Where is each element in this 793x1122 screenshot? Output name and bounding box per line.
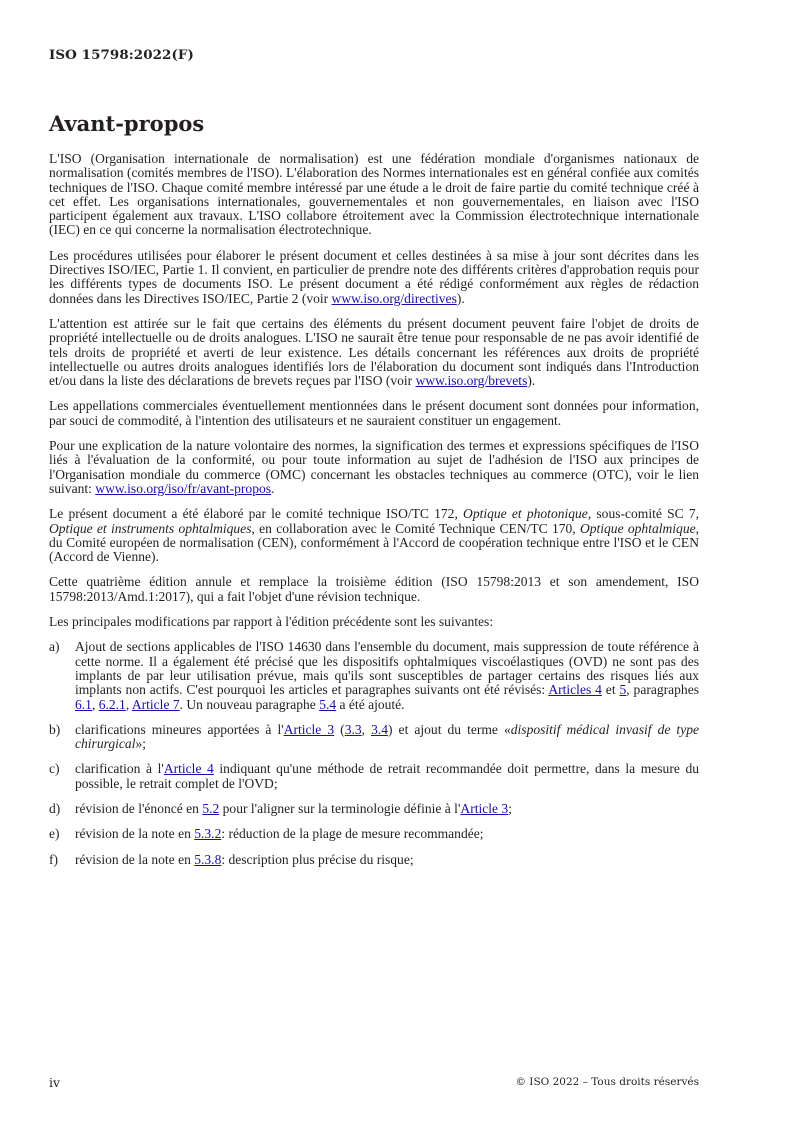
paragraph-voluntary-nature: Pour une explication de la nature volontaire des normes, la signification des termes et expressions spécifiques de l'ISO liés à l'évaluation de la conformité, ou pour toute information au sujet de l'adhésion de l'ISO aux principes de l'Organisation mondiale du commerce (OMC) concernant les obstacles techniques au commerce (OTC), voir le lien suivant: www.iso.org/iso/fr/avant-propos. [49, 438, 699, 496]
section-6-1-link[interactable]: 6.1 [75, 696, 92, 712]
document-body [49, 152, 699, 878]
paragraph-patents: L'attention est attirée sur le fait que certains des éléments du présent document peuvent faire l'objet de droits de propriété intellectuelle ou de droits analogues. L'ISO ne saurait être tenue pour responsable de ne pas avoir identifié de tels droits de propriété et averti de leur existence. Les détails concernant les références aux droits de propriété intellectuelle ou autres droits analogues identifiés lors de l'élaboration du document sont indiqués dans l'Introduction et/ou dans la liste des déclarations de brevets reçues par l'ISO (voir www.iso.org/brevets). [49, 315, 699, 389]
section-5-2-link[interactable]: 5.2 [202, 800, 220, 816]
article-4-link[interactable]: Articles 4 [548, 682, 602, 698]
copyright-notice: © ISO 2022 – Tous droits réservés [515, 1076, 699, 1088]
list-item-text: révision de l'énoncé en 5.2 pour l'aligner sur la terminologie définie à l'Article 3; [75, 800, 512, 816]
paragraph-changes-intro: Les principales modifications par rapport à l'édition précédente sont les suivantes: [49, 614, 494, 630]
list-item [49, 723, 699, 752]
list-item-label: a) [49, 639, 60, 655]
avant-propos-link[interactable]: www.iso.org/iso/fr/avant-propos [95, 480, 272, 496]
paragraph-committee: Le présent document a été élaboré par le comité technique ISO/TC 172, Optique et photonique, sous-comité SC 7, Optique et instruments ophtalmiques, en collaboration avec le Comité Technique CEN/TC 170, Optique ophtalmique, du Comité européen de normalisation (CEN), conformément à l'Accord de coopération technique entre l'ISO et le CEN (Accord de Vienne). [49, 506, 699, 565]
list-item [49, 762, 699, 791]
section-5-3-2-link[interactable]: 5.3.2 [194, 826, 222, 842]
list-item-text: Ajout de sections applicables de l'ISO 14630 dans l'ensemble du document, mais suppression de toute référence à cette norme. Il a également été précisé que les dispositifs ophtalmiques viscoélastiques (OVD) ne sont pas des implants de par leur utilisation prévue, mais qu'ils sont susceptibles de partager certains des risques liés aux implants non actifs. C'est pourquoi les articles et paragraphes suivants ont été révisés: Articles 4 et 5, paragraphes 6.1, 6.2.1, Article 7. Un nouveau paragraphe 5.4 a été ajouté. [75, 639, 699, 712]
paragraph-iso-intro: L'ISO (Organisation internationale de normalisation) est une fédération mondiale d'organismes nationaux de normalisation (comités membres de l'ISO). L'élaboration des Normes internationales est en général confiée aux comités techniques de l'ISO. Chaque comité membre intéressé par une étude a le droit de faire partie du comité technique créé à cet effet. Les organisations internationales, gouvernementales et non gouvernementales, en liaison avec l'ISO participent également aux travaux. L'ISO collabore étroitement avec la Commission électrotechnique internationale (IEC) en ce qui concerne la normalisation électrotechnique. [49, 151, 699, 238]
article-3-link[interactable]: Article 3 [283, 721, 335, 737]
list-item [49, 802, 699, 816]
section-5-4-link[interactable]: 5.4 [319, 696, 337, 712]
list-item-label: c) [49, 761, 60, 777]
list-item [49, 640, 699, 711]
list-item-text: clarification à l'Article 4 indiquant qu'une méthode de retrait recommandée doit permettre, dans la mesure du possible, le retrait complet de l'OVD; [75, 761, 699, 791]
page-number: iv [49, 1075, 61, 1090]
paragraph-trade-names: Les appellations commerciales éventuellement mentionnées dans le présent document sont données pour information, par souci de commodité, à l'intention des utilisateurs et ne sauraient constituer un engagement. [49, 398, 699, 428]
brevets-link[interactable]: www.iso.org/brevets [415, 373, 528, 389]
list-item-label: e) [49, 826, 60, 842]
list-item-label: f) [49, 851, 59, 867]
article-4-link[interactable]: Article 4 [163, 761, 214, 777]
section-3-3-link[interactable]: 3.3 [344, 721, 362, 737]
list-item-text: révision de la note en 5.3.2: réduction de la plage de mesure recommandée; [75, 826, 484, 842]
section-3-4-link[interactable]: 3.4 [371, 721, 388, 737]
list-item-text: révision de la note en 5.3.8: description plus précise du risque; [75, 851, 414, 867]
page-title: Avant-propos [49, 111, 205, 136]
changes-list [49, 640, 699, 867]
article-7-link[interactable]: Article 7 [131, 696, 180, 712]
list-item-label: d) [49, 800, 61, 816]
article-3-link[interactable]: Article 3 [460, 800, 509, 816]
section-5-3-8-link[interactable]: 5.3.8 [194, 851, 222, 867]
paragraph-edition: Cette quatrième édition annule et remplace la troisième édition (ISO 15798:2013 et son amendement, ISO 15798:2013/Amd.1:2017), qui a fait l'objet d'une révision technique. [49, 574, 699, 604]
list-item-text: clarifications mineures apportées à l'Article 3 (3.3, 3.4) et ajout du terme «dispositif médical invasif de type chirurgical»; [75, 721, 699, 752]
document-identifier: ISO 15798:2022(F) [49, 47, 194, 63]
list-item [49, 827, 699, 841]
article-5-link[interactable]: 5 [619, 682, 627, 698]
list-item [49, 853, 699, 867]
section-6-2-1-link[interactable]: 6.2.1 [98, 696, 126, 712]
list-item-label: b) [49, 721, 61, 737]
paragraph-procedures: Les procédures utilisées pour élaborer le présent document et celles destinées à sa mise à jour sont décrites dans les Directives ISO/IEC, Partie 1. Il convient, en particulier de prendre note des différents critères d'approbation requis pour les différents types de documents ISO. Le présent document a été rédigé conformément aux règles de rédaction données dans les Directives ISO/IEC, Partie 2 (voir www.iso.org/directives). [49, 247, 699, 306]
directives-link[interactable]: www.iso.org/directives [331, 290, 457, 306]
